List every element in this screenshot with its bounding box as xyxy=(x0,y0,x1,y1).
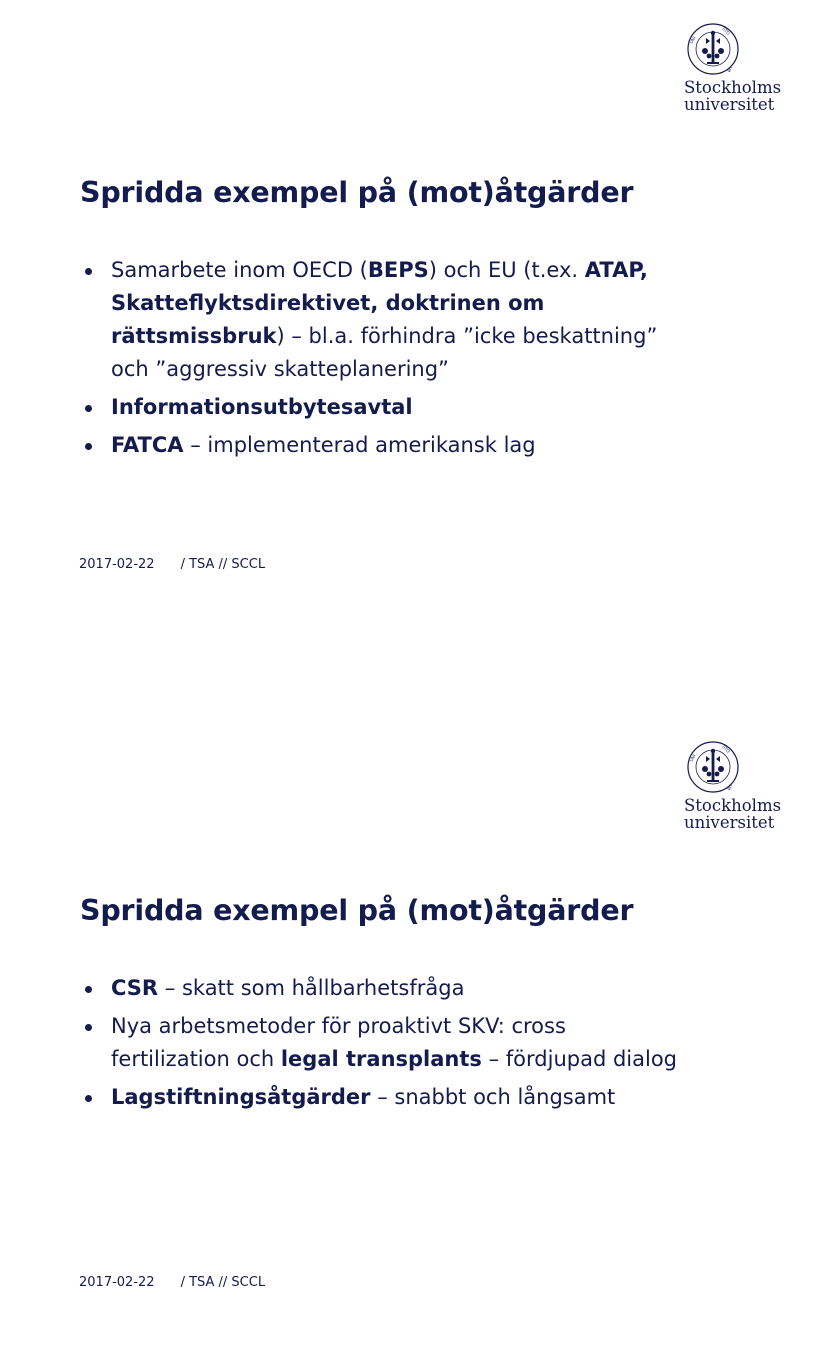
svg-text:STO: STO xyxy=(721,26,731,36)
logo-text-stockholms: Stockholms xyxy=(684,796,782,815)
slide-footer xyxy=(79,557,265,572)
logo-text-stockholms: Stockholms xyxy=(684,78,782,97)
footer-date: 2017-02-22 xyxy=(79,1275,155,1290)
logo-text-universitet: universitet xyxy=(684,813,775,832)
footer-ref: / TSA // SCCL xyxy=(180,1275,266,1290)
slide-footer xyxy=(79,1275,265,1290)
bullet-list xyxy=(80,972,680,1119)
list-item: Informationsutbytesavtal xyxy=(80,391,680,424)
bullet-list xyxy=(80,254,680,467)
university-seal-icon xyxy=(686,22,740,76)
footer-ref: / TSA // SCCL xyxy=(180,557,266,572)
svg-text:UNI: UNI xyxy=(688,753,697,763)
svg-text:LM: LM xyxy=(726,65,734,74)
list-item: Samarbete inom OECD (BEPS) och EU (t.ex. ATAP, Skatteflyktsdirektivet, doktrinen om rättsmissbruk) – bl.a. förhindra ”icke beskattning” och ”aggressiv skatteplanering” xyxy=(80,254,680,386)
slide-2 xyxy=(0,718,821,1358)
slide-title: Spridda exempel på (mot)åtgärder xyxy=(80,176,634,209)
list-item: Nya arbetsmetoder för proaktivt SKV: cross fertilization och legal transplants – fördjupad dialog xyxy=(80,1010,680,1076)
logo-text-universitet: universitet xyxy=(684,95,775,114)
slide-1 xyxy=(0,0,821,640)
footer-date: 2017-02-22 xyxy=(79,557,155,572)
slide-title: Spridda exempel på (mot)åtgärder xyxy=(80,894,634,927)
svg-text:STO: STO xyxy=(721,744,731,754)
svg-text:UNI: UNI xyxy=(688,35,697,45)
list-item: FATCA – implementerad amerikansk lag xyxy=(80,429,680,462)
university-seal-icon xyxy=(686,740,740,794)
svg-text:LM: LM xyxy=(726,783,734,792)
list-item: Lagstiftningsåtgärder – snabbt och långsamt xyxy=(80,1081,680,1114)
list-item: CSR – skatt som hållbarhetsfråga xyxy=(80,972,680,1005)
